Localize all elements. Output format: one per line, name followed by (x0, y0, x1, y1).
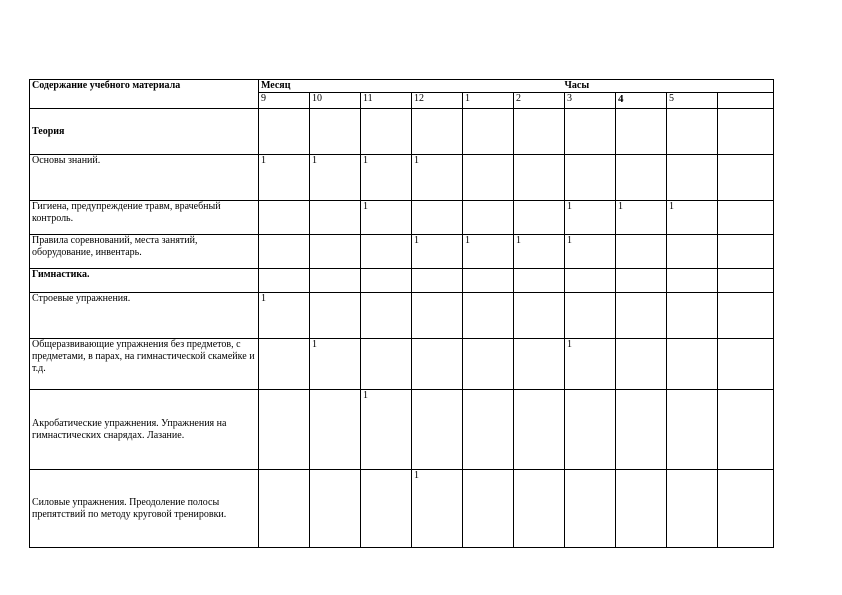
hours-cell (310, 293, 361, 339)
hours-cell (667, 155, 718, 201)
hours-cell (463, 155, 514, 201)
hours-cell (718, 339, 774, 390)
hours-cell (514, 293, 565, 339)
hours-cell (514, 339, 565, 390)
curriculum-table (29, 79, 774, 548)
hours-cell (412, 201, 463, 235)
hours-cell (310, 470, 361, 548)
hours-cell (310, 390, 361, 470)
month-number-cell: 2 (514, 93, 565, 109)
hours-cell: 1 (412, 235, 463, 269)
hours-cell (361, 269, 412, 293)
hours-cell (565, 155, 616, 201)
hours-cell: 1 (361, 155, 412, 201)
content-column-header: Содержание учебного материала (30, 80, 259, 109)
hours-cell (667, 109, 718, 155)
hours-cell (463, 109, 514, 155)
hours-cell: 1 (259, 293, 310, 339)
hours-cell (412, 390, 463, 470)
hours-cell (463, 201, 514, 235)
hours-cell (310, 269, 361, 293)
hours-cell: 1 (463, 235, 514, 269)
hours-cell (514, 470, 565, 548)
table-row (30, 235, 774, 269)
hours-cell (310, 201, 361, 235)
hours-cell (361, 235, 412, 269)
hours-cell (514, 390, 565, 470)
month-number-cell (718, 93, 774, 109)
hours-cell: 1 (412, 470, 463, 548)
hours-cell (361, 109, 412, 155)
hours-cell: 1 (565, 201, 616, 235)
hours-cell (259, 390, 310, 470)
month-number-cell: 12 (412, 93, 463, 109)
table-row (30, 293, 774, 339)
hours-cell (514, 155, 565, 201)
topic-cell: Правила соревнований, места занятий, оборудование, инвентарь. (30, 235, 259, 269)
hours-cell (412, 293, 463, 339)
table-row (30, 339, 774, 390)
hours-cell (718, 390, 774, 470)
hours-cell (259, 339, 310, 390)
topic-cell: Силовые упражнения. Преодоление полосы препятствий по методу круговой тренировки. (30, 470, 259, 548)
hours-cell (310, 235, 361, 269)
month-number-cell: 11 (361, 93, 412, 109)
hours-cell (667, 269, 718, 293)
hours-cell (463, 269, 514, 293)
hours-cell (514, 269, 565, 293)
month-number-cell: 4 (616, 93, 667, 109)
hours-cell (718, 109, 774, 155)
month-number-cell: 10 (310, 93, 361, 109)
hours-cell (718, 155, 774, 201)
hours-cell: 1 (514, 235, 565, 269)
topic-cell: Гигиена, предупреждение травм, врачебный контроль. (30, 201, 259, 235)
hours-cell (565, 269, 616, 293)
hours-cell (259, 269, 310, 293)
hours-cell: 1 (616, 201, 667, 235)
table-body (30, 80, 774, 548)
hours-cell (565, 293, 616, 339)
hours-cell: 1 (565, 339, 616, 390)
hours-cell (361, 293, 412, 339)
hours-cell (463, 470, 514, 548)
hours-cell (259, 470, 310, 548)
month-hours-header (259, 80, 774, 93)
hours-cell (514, 201, 565, 235)
hours-cell (463, 293, 514, 339)
month-number-cell: 5 (667, 93, 718, 109)
hours-cell (667, 390, 718, 470)
hours-cell (718, 235, 774, 269)
hours-cell (667, 339, 718, 390)
hours-cell (718, 293, 774, 339)
hours-cell (565, 390, 616, 470)
month-label: Месяц (261, 80, 291, 91)
month-number-cell: 9 (259, 93, 310, 109)
hours-cell (667, 293, 718, 339)
topic-cell: Гимнастика. (30, 269, 259, 293)
hours-cell (616, 470, 667, 548)
table-row (30, 390, 774, 470)
hours-cell (361, 339, 412, 390)
hours-cell: 1 (310, 339, 361, 390)
hours-cell (667, 470, 718, 548)
table-row (30, 155, 774, 201)
hours-cell: 1 (361, 390, 412, 470)
hours-cell: 1 (667, 201, 718, 235)
topic-cell: Акробатические упражнения. Упражнения на гимнастических снарядах. Лазание. (30, 390, 259, 470)
hours-cell (259, 109, 310, 155)
topic-cell: Общеразвивающие упражнения без предметов, с предметами, в парах, на гимнастической скамейке и т.д. (30, 339, 259, 390)
month-number-cell: 3 (565, 93, 616, 109)
header-row (30, 80, 774, 93)
hours-cell (361, 470, 412, 548)
table-row (30, 470, 774, 548)
hours-cell (616, 235, 667, 269)
month-number-cell: 1 (463, 93, 514, 109)
hours-cell (616, 390, 667, 470)
hours-cell (463, 339, 514, 390)
hours-cell (718, 470, 774, 548)
hours-cell: 1 (412, 155, 463, 201)
hours-cell (565, 109, 616, 155)
hours-cell (259, 235, 310, 269)
hours-cell (310, 109, 361, 155)
hours-cell: 1 (310, 155, 361, 201)
hours-cell: 1 (565, 235, 616, 269)
topic-cell: Строевые упражнения. (30, 293, 259, 339)
hours-cell (412, 269, 463, 293)
topic-cell: Основы знаний. (30, 155, 259, 201)
hours-cell (667, 235, 718, 269)
hours-cell (616, 269, 667, 293)
hours-cell: 1 (361, 201, 412, 235)
hours-cell (718, 201, 774, 235)
hours-cell (616, 339, 667, 390)
hours-label: Часы (564, 80, 590, 91)
topic-cell: Теория (30, 109, 259, 155)
hours-cell (412, 339, 463, 390)
table-row (30, 201, 774, 235)
table-row (30, 269, 774, 293)
table-row (30, 109, 774, 155)
hours-cell: 1 (259, 155, 310, 201)
hours-cell (718, 269, 774, 293)
hours-cell (565, 470, 616, 548)
hours-cell (463, 390, 514, 470)
hours-cell (616, 155, 667, 201)
hours-cell (412, 109, 463, 155)
hours-cell (616, 293, 667, 339)
hours-cell (616, 109, 667, 155)
hours-cell (259, 201, 310, 235)
hours-cell (514, 109, 565, 155)
